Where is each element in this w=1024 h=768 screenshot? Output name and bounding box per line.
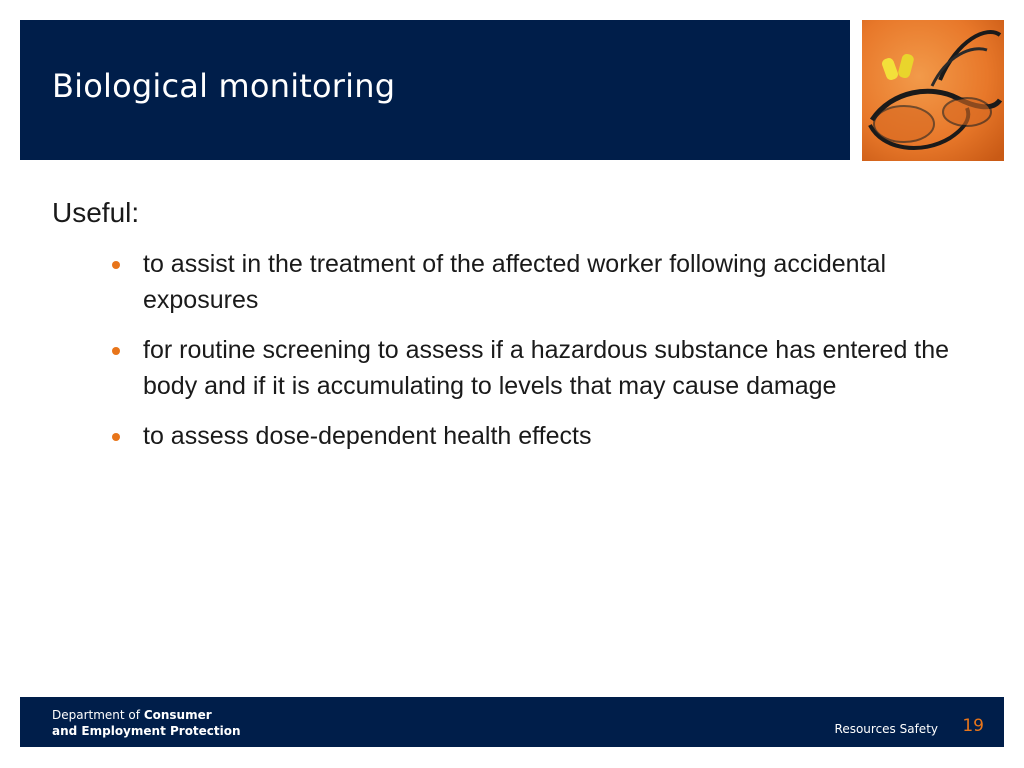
bullet-text: to assess dose-dependent health effects <box>143 422 592 450</box>
list-item <box>112 332 982 404</box>
slide-body <box>52 194 982 468</box>
dept-line2-bold: and Employment Protection <box>52 724 241 738</box>
list-item <box>112 246 982 318</box>
safety-glasses-earplugs-photo <box>862 20 1004 161</box>
bullet-list <box>52 246 982 454</box>
slide-title: Biological monitoring <box>52 67 396 105</box>
department-name <box>52 707 241 739</box>
bullet-icon <box>112 433 120 441</box>
title-bar <box>20 20 850 160</box>
lead-text: Useful: <box>52 197 140 228</box>
footer-bar <box>20 697 1004 747</box>
dept-line1-bold: Consumer <box>143 708 212 722</box>
page-number: 19 <box>962 716 984 736</box>
resources-safety-label: Resources Safety <box>834 722 938 736</box>
list-item <box>112 418 982 454</box>
dept-line1-plain: Department of <box>52 708 144 722</box>
bullet-icon <box>112 261 120 269</box>
bullet-text: for routine screening to assess if a hazardous substance has entered the body and if it is accumulating to levels that may cause damage <box>143 336 950 400</box>
bullet-text: to assist in the treatment of the affected worker following accidental exposures <box>143 250 886 314</box>
bullet-icon <box>112 347 120 355</box>
